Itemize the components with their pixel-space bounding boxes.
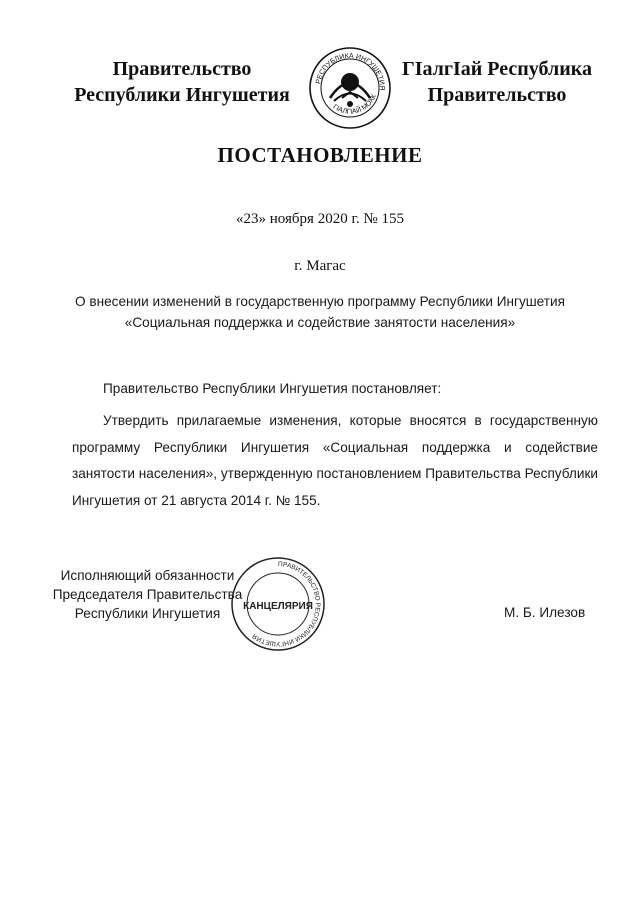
official-stamp-icon [228, 554, 328, 654]
header-left-line1: Правительство [112, 58, 252, 80]
header-right-line2: Правительство [427, 84, 567, 106]
stamp-ring-text: ПРАВИТЕЛЬСТВО РЕСПУБЛИКИ ИНГУШЕТИЯ [251, 560, 321, 648]
signatory-title-line2: Председателя Правительства [52, 587, 243, 602]
subject-line1: О внесении изменений в государственную программу Республики Ингушетия [75, 294, 565, 309]
header-right-line1: ГIалгIай Республика [402, 58, 592, 80]
document-city: г. Магас [294, 258, 346, 274]
document-title: ПОСТАНОВЛЕНИЕ [217, 143, 423, 167]
document-subject [40, 291, 600, 333]
subject-line2: «Социальная поддержка и содействие занятости населения» [124, 315, 516, 330]
coat-of-arms-emblem-icon [308, 46, 392, 130]
header-left [62, 56, 302, 108]
header-left-line2: Республики Ингушетия [74, 84, 290, 106]
header-right [392, 56, 602, 108]
stamp-center-text: КАНЦЕЛЯРИЯ [243, 601, 313, 612]
signatory-title-line1: Исполняющий обязанности [60, 568, 235, 583]
emblem-ring-text: РЕСПУБЛИКА ИНГУШЕТИЯ [315, 52, 386, 91]
signatory-name: М. Б. Илезов [504, 605, 586, 620]
decree-line: Правительство Республики Ингушетия постановляет: [103, 381, 442, 396]
document-date-number: «23» ноября 2020 г. № 155 [236, 211, 404, 227]
signatory-title [40, 566, 255, 623]
document-body: Утвердить прилагаемые изменения, которые вносятся в государственную программу Республики Ингушетия «Социальная поддержка и содействие занятости населения», утвержденную постановлением Правительства Республики Ингушетия от 21 августа 2014 г. № 155. [72, 413, 598, 508]
signatory-title-line3: Республики Ингушетия [74, 606, 221, 621]
emblem-bottom-text: ГIАЛГIАЙ МОХК [331, 93, 379, 116]
